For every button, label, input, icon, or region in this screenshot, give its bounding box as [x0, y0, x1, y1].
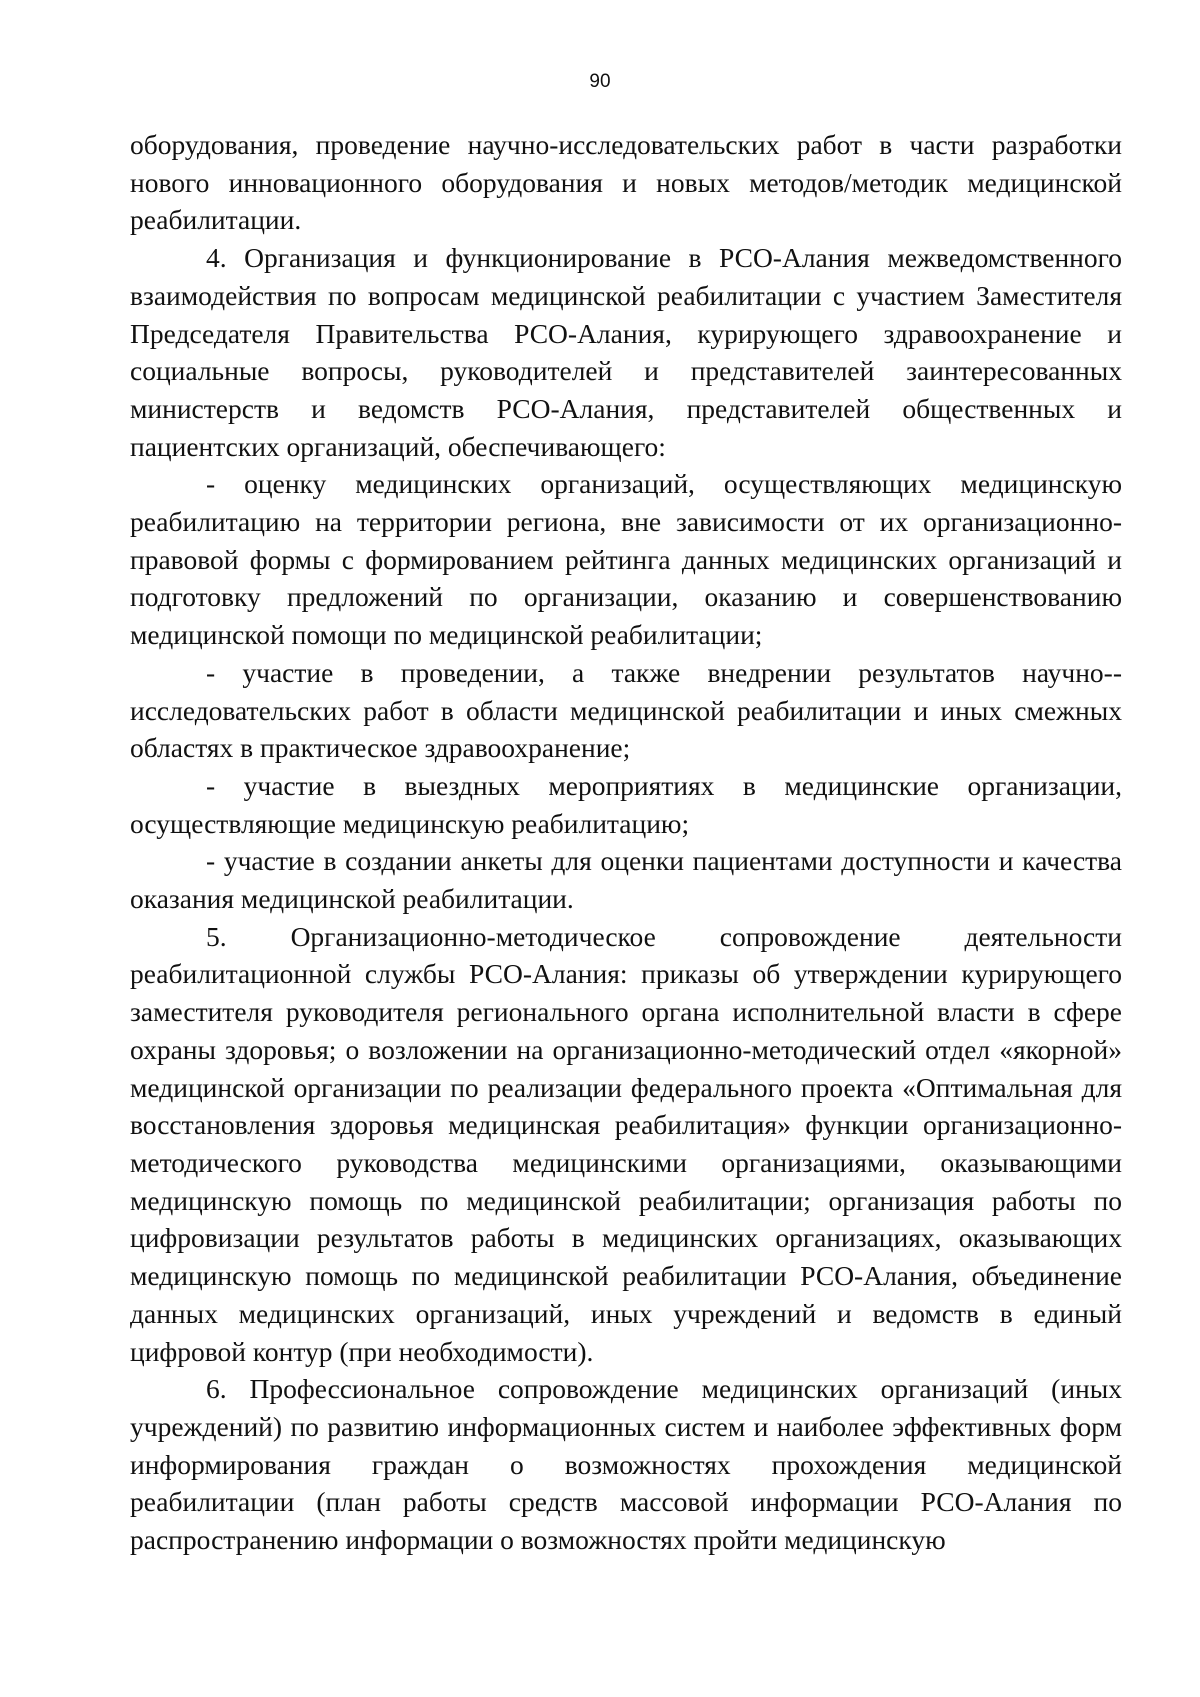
paragraph-bullet-assessment: - оценку медицинских организаций, осуществляющих медицинскую реабилитацию на территории региона, вне зависимости от их организационно-правовой формы с формированием рейтинга данных медицинских организаций и подготовку предложений по организации, оказанию и совершенствованию медицинской помощи по медицинской реабилитации; — [130, 468, 1122, 651]
paragraph-bullet-survey: - участие в создании анкеты для оценки пациентами доступности и качества оказания медицинской реабилитации. — [130, 845, 1122, 915]
paragraph-bullet-research: - участие в проведении, а также внедрении результатов научно--исследовательских работ в области медицинской реабилитации и иных смежных областях в практическое здравоохранение; — [130, 656, 1122, 764]
paragraph-bullet-field-events: - участие в выездных мероприятиях в медицинские организации, осуществляющие медицинскую реабилитацию; — [130, 769, 1122, 839]
paragraph-continuation: оборудования, проведение научно-исследовательских работ в части разработки нового инновационного оборудования и новых методов/методик медицинской реабилитации. — [130, 129, 1122, 236]
paragraph-item-6: 6. Профессиональное сопровождение медицинских организаций (иных учреждений) по развитию информационных систем и наиболее эффективных форм информирования граждан о возможностях прохождения медицинской реабилитации (план работы средств массовой информации РСО-Алания по распространению информации о возможностях пройти медицинскую — [130, 1373, 1122, 1556]
paragraph-item-4: 4. Организация и функционирование в РСО-Алания межведомственного взаимодействия по вопросам медицинской реабилитации с участием Заместителя Председателя Правительства РСО-Алания, курирующего здравоохранение и социальные вопросы, руководителей и представителей заинтересованных министерств и ведомств РСО-Алания, представителей общественных и пациентских организаций, обеспечивающего: — [130, 242, 1122, 462]
paragraph-item-5: 5. Организационно-методическое сопровождение деятельности реабилитационной службы РСО-Алания: приказы об утверждении курирующего заместителя руководителя регионального органа исполнительной власти в сфере охраны здоровья; о возложении на организационно-методический отдел «якорной» медицинской организации по реализации федерального проекта «Оптимальная для восстановления здоровья медицинская реабилитация» функции организационно-методического руководства медицинскими организациями, оказывающими медицинскую помощь по медицинской реабилитации; организация работы по цифровизации результатов работы в медицинских организациях, оказывающих медицинскую помощь по медицинской реабилитации РСО-Алания, объединение данных медицинских организаций, иных учреждений и ведомств в единый цифровой контур (при необходимости). — [130, 920, 1122, 1367]
page-number: 90 — [589, 71, 611, 92]
document-body — [130, 126, 1122, 1559]
